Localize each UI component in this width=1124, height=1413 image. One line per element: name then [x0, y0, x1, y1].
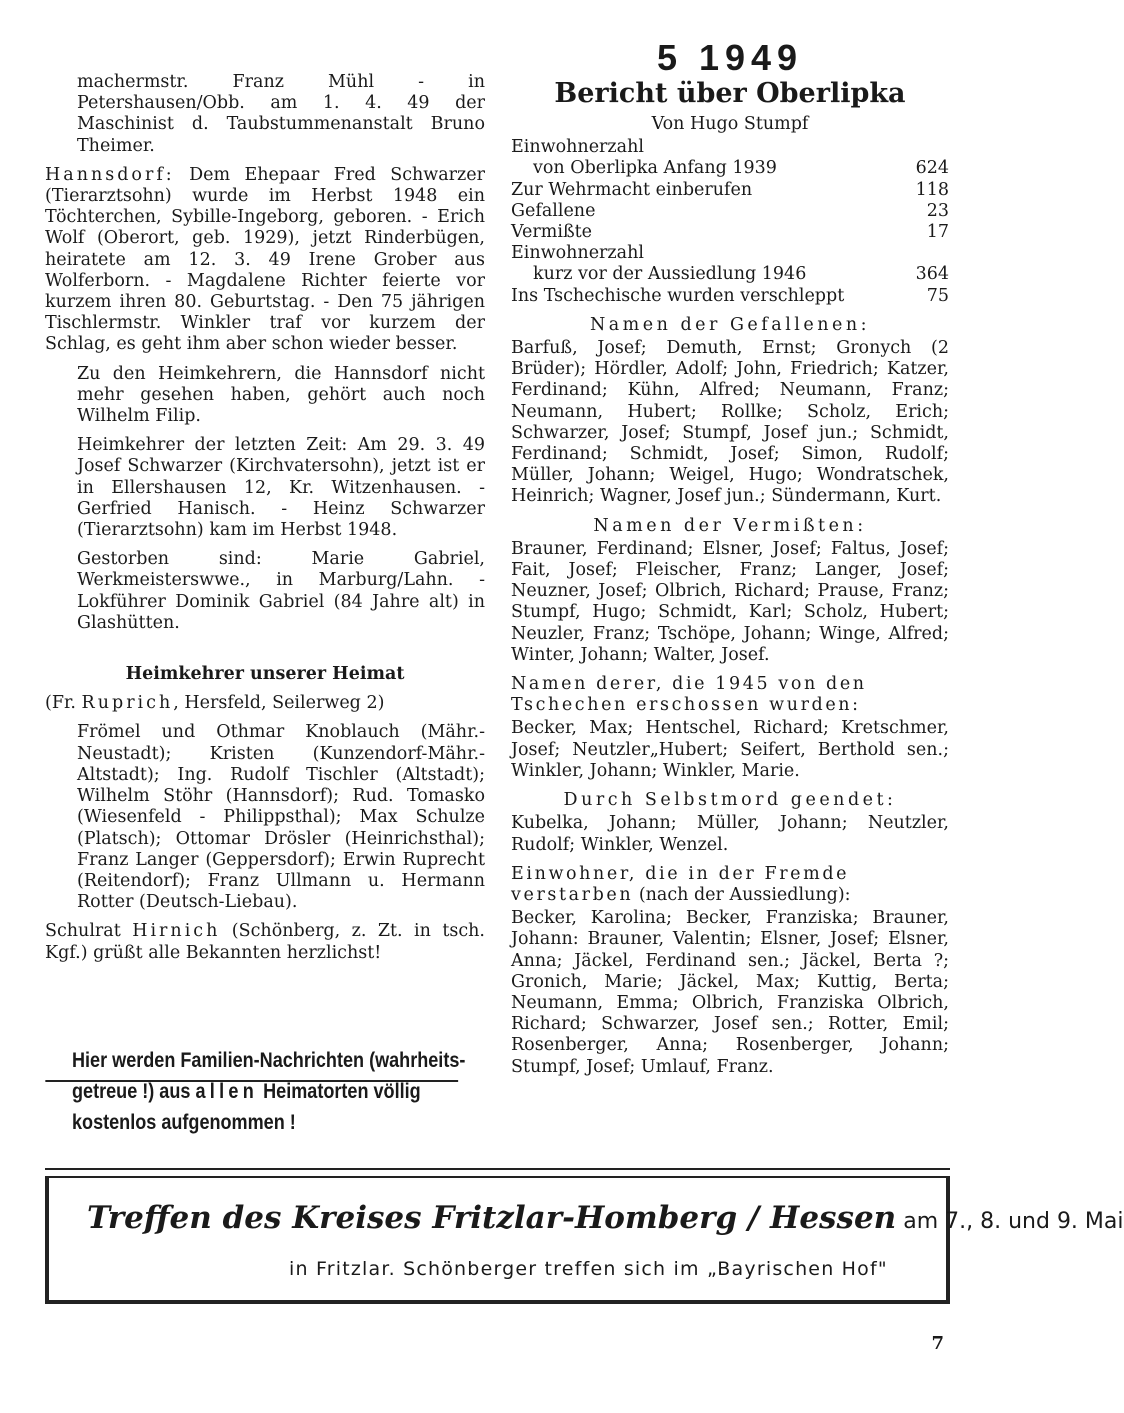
paragraph-muehl: machermstr. Franz Mühl - in Petershausen/Obb. am 1. 4. 49 der Maschinist d. Taubstummenanstalt Bruno Theimer.: [77, 72, 485, 156]
stat-label: Vermißte: [511, 222, 593, 243]
notice-rule: [45, 1080, 458, 1082]
stat-value: 364: [915, 264, 949, 285]
issue-number: 5 1949: [656, 37, 804, 78]
erschossen-heading: Namen derer, die 1945 von den Tschechen erschossen wurden:: [511, 674, 867, 716]
left-column: [45, 72, 485, 972]
paragraph-schulrat: [45, 921, 485, 963]
gefallene-list: Barfuß, Josef; Demuth, Ernst; Gronych (2 Brüder); Hördler, Adolf; John, Friedrich; Katzer, Ferdinand; Kühn, Alfred; Neumann, Franz; Neumann, Hubert; Rollke; Scholz, Erich; Schwarzer, Josef; Stumpf, Josef jun.; Schmidt, Ferdinand; Schmidt, Josef; Simon, Rudolf; Müller, Johann; Weigel, Hugo; Wondratschek, Heinrich; Wagner, Josef jun.; Sündermann, Kurt.: [511, 338, 949, 507]
stat-row: [511, 158, 949, 179]
fremde-heading-c: (nach der Aussiedlung):: [633, 884, 851, 905]
hannsdorf-text: Dem Ehepaar Fred Schwarzer (Tierarztsohn) wurde im Herbst 1948 ein Töchterchen, Sybille-Ingeborg, geboren. - Erich Wolf (Oberort, geb. 1929), jetzt Rinderbügen, heiratete am 12. 3. 49 Irene Grober aus Wolferborn. - Magdalene Richter feierte vor kurzem ihren 80. Geburtstag. - Den 75 jährigen Tischlermstr. Winkler traf vor kurzem der Schlag, es geht ihm aber schon wieder besser.: [45, 164, 485, 355]
source-address: , Hersfeld, Seilerweg 2): [173, 693, 385, 714]
stat-row: [511, 286, 949, 307]
stat-row: [511, 201, 949, 222]
stat-label: Einwohnerzahl: [511, 243, 644, 264]
stat-label: kurz vor der Aussiedlung 1946: [533, 264, 807, 285]
notice-line-1: Hier werden Familien-Nachrichten (wahrheits-: [72, 1049, 466, 1072]
paragraph-hannsdorf: [45, 165, 485, 356]
stat-label: Ins Tschechische wurden verschleppt: [511, 285, 845, 306]
article-author: Von Hugo Stumpf: [651, 114, 809, 134]
gefallene-heading: Namen der Gefallenen:: [589, 314, 871, 335]
announcement-title: Treffen des Kreises Fritzlar-Homberg / Hessen: [87, 1200, 897, 1236]
notice-line-2a: getreue !) aus: [72, 1080, 196, 1103]
announcement-line-2: in Fritzlar. Schönberger treffen sich im „Bayrischen Hof": [289, 1258, 888, 1280]
stat-label: von Oberlipka Anfang 1939: [533, 158, 777, 179]
announcement-line-1: [87, 1200, 1124, 1236]
heimkehrer-source: [45, 693, 485, 714]
stat-value: 75: [926, 285, 949, 306]
fremde-list: Becker, Karolina; Becker, Franziska; Brauner, Johann: Brauner, Valentin; Elsner, Josef; Elsner, Anna; Jäckel, Ferdinand sen.; Jäckel, Berta ?; Gronich, Marie; Jäckel, Max; Kuttig, Berta; Neumann, Emma; Olbrich, Franziska Olbrich, Richard; Schwarzer, Josef sen.; Rotter, Emil; Rosenberger, Anna; Rosenberger, Johann; Stumpf, Josef; Umlauf, Franz.: [511, 908, 949, 1077]
right-column: [511, 38, 949, 1078]
paragraph-heimkehrer-letzte-zeit: Heimkehrer der letzten Zeit: Am 29. 3. 49 Josef Schwarzer (Kirchvatersohn), jetzt ist er in Ellershausen 12, Kr. Witzenhausen. - Gerfried Hanisch. - Heinz Schwarzer (Tierarztsohn) kam im Herbst 1948.: [77, 435, 485, 541]
stat-label: Gefallene: [511, 200, 596, 221]
meeting-announcement-box: [45, 1176, 1124, 1304]
place-hannsdorf: Hannsdorf:: [45, 164, 175, 185]
notice-line-2c: Heimatorten völlig: [258, 1080, 421, 1103]
article-title: Bericht über Oberlipka: [554, 78, 906, 109]
stat-row: [511, 222, 949, 243]
vermisste-heading: Namen der Vermißten:: [593, 515, 867, 536]
schulrat-text: (Schönberg, z. Zt. in tsch. Kgf.) grüßt alle Bekannten herzlichst!: [45, 921, 485, 963]
page-number: 7: [931, 1333, 944, 1354]
notice-line-3: kostenlos aufgenommen !: [72, 1111, 296, 1134]
fremde-heading: [511, 864, 949, 906]
erschossen-list: Becker, Max; Hentschel, Richard; Kretschmer, Josef; Neutzler„Hubert; Seifert, Berthold sen.; Winkler, Johann; Winkler, Marie.: [511, 718, 949, 781]
stat-value: 118: [915, 179, 949, 200]
stat-value: 23: [926, 200, 949, 221]
selbstmord-heading: Durch Selbstmord geendet:: [563, 790, 897, 811]
source-name: Ruprich: [81, 693, 174, 714]
stat-value: 624: [915, 158, 949, 179]
announcement-dates: am 7., 8. und 9. Mai: [896, 1209, 1124, 1234]
population-statistics: [511, 137, 949, 307]
stat-row: [511, 137, 949, 158]
paragraph-gestorben: Gestorben sind: Marie Gabriel, Werkmeisterswwe., in Marburg/Lahn. - Lokführer Dominik Gabriel (84 Jahre alt) in Glashütten.: [77, 549, 485, 633]
stat-label: Zur Wehrmacht einberufen: [511, 179, 753, 200]
stat-label: Einwohnerzahl: [511, 137, 644, 158]
stat-row: [511, 180, 949, 201]
schulrat-prefix: Schulrat: [45, 921, 133, 942]
stat-row: [511, 243, 949, 264]
fremde-heading-a: Einwohner, die in der Fremde: [511, 863, 850, 884]
paragraph-heimkehrer-filip: Zu den Heimkehrern, die Hannsdorf nicht mehr gesehen haben, gehört auch noch Wilhelm Filip.: [77, 363, 485, 427]
separator-line: [45, 1168, 950, 1170]
notice-line-2b: allen: [195, 1080, 259, 1103]
heimkehrer-list: Frömel und Othmar Knoblauch (Mähr.-Neustadt); Kristen (Kunzendorf-Mähr.-Altstadt); Ing. Rudolf Tischler (Altstadt); Wilhelm Stöhr (Hannsdorf); Rud. Tomasko (Wiesenfeld - Philippsthal); Max Schulze (Platsch); Ottomar Drösler (Heinrichsthal); Franz Langer (Geppersdorf); Erwin Ruprecht (Reitendorf); Franz Ullmann u. Hermann Rotter (Deutsch-Liebau).: [77, 722, 485, 913]
heimkehrer-heading: Heimkehrer unserer Heimat: [125, 664, 405, 685]
stat-value: 17: [926, 222, 949, 243]
stat-row: [511, 264, 949, 285]
selbstmord-list: Kubelka, Johann; Müller, Johann; Neutzler, Rudolf; Winkler, Wenzel.: [511, 813, 949, 855]
source-prefix: (Fr.: [45, 693, 82, 714]
fremde-heading-b: verstarben: [511, 884, 634, 905]
schulrat-name: Hirnich: [132, 921, 221, 942]
vermisste-list: Brauner, Ferdinand; Elsner, Josef; Faltus, Josef; Fait, Josef; Fleischer, Franz; Langer, Josef; Neuzner, Josef; Olbrich, Richard; Prause, Franz; Stumpf, Hugo; Schmidt, Karl; Scholz, Hubert; Neuzler, Franz; Tschöpe, Johann; Winge, Alfred; Winter, Johann; Walter, Josef.: [511, 538, 949, 665]
family-news-notice: [72, 1045, 466, 1138]
